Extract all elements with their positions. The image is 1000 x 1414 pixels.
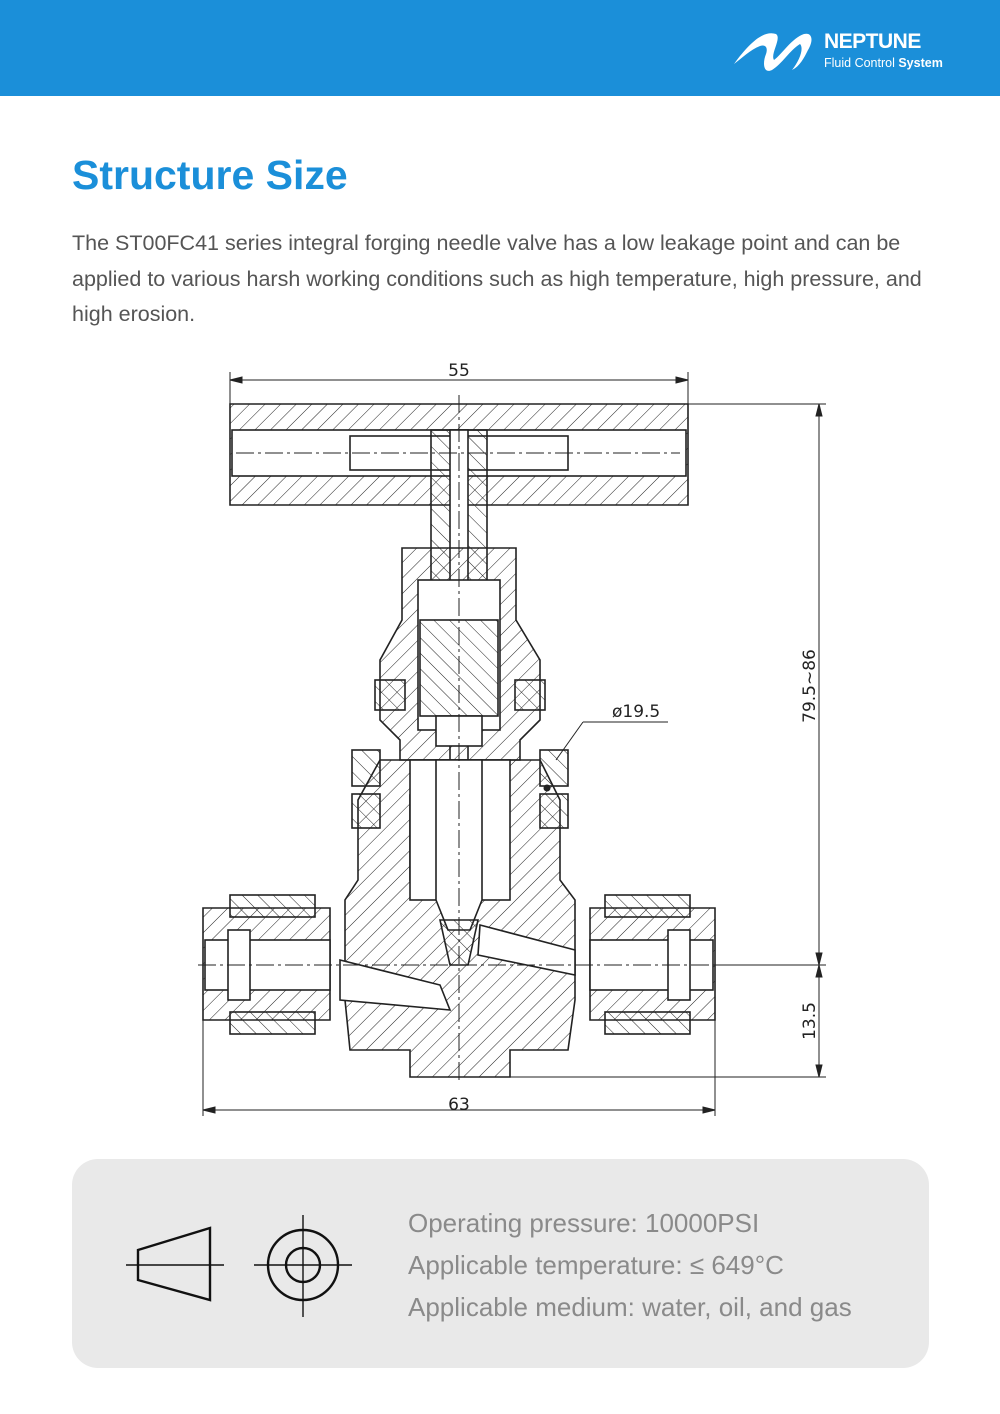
- brand-tagline: Fluid Control System: [824, 56, 943, 70]
- dim-diameter: ø19.5: [612, 702, 661, 722]
- header-bar: [0, 0, 1000, 96]
- spec-list: [408, 1202, 852, 1328]
- dim-top-width: 55: [448, 361, 470, 381]
- dim-bottom-width: 63: [448, 1095, 470, 1115]
- lock-nut-right: [540, 750, 568, 786]
- spec-applicable-medium: Applicable medium: water, oil, and gas: [408, 1292, 852, 1322]
- first-angle-projection-icon: [118, 1205, 368, 1320]
- valve-structure-drawing: [0, 350, 1000, 1130]
- spec-operating-pressure: Operating pressure: 10000PSI: [408, 1208, 760, 1238]
- dim-height: 79.5~86: [800, 649, 820, 723]
- brand-name: NEPTUNE: [824, 30, 921, 53]
- page-title: Structure Size: [72, 152, 348, 198]
- lock-nut-left: [352, 750, 380, 786]
- spec-applicable-temperature: Applicable temperature: ≤ 649°C: [408, 1250, 784, 1280]
- page-description: The ST00FC41 series integral forging needle valve has a low leakage point and can be applied to various harsh working conditions such as high temperature, high pressure, and high erosion.: [72, 231, 922, 326]
- dim-offset: 13.5: [800, 1002, 820, 1040]
